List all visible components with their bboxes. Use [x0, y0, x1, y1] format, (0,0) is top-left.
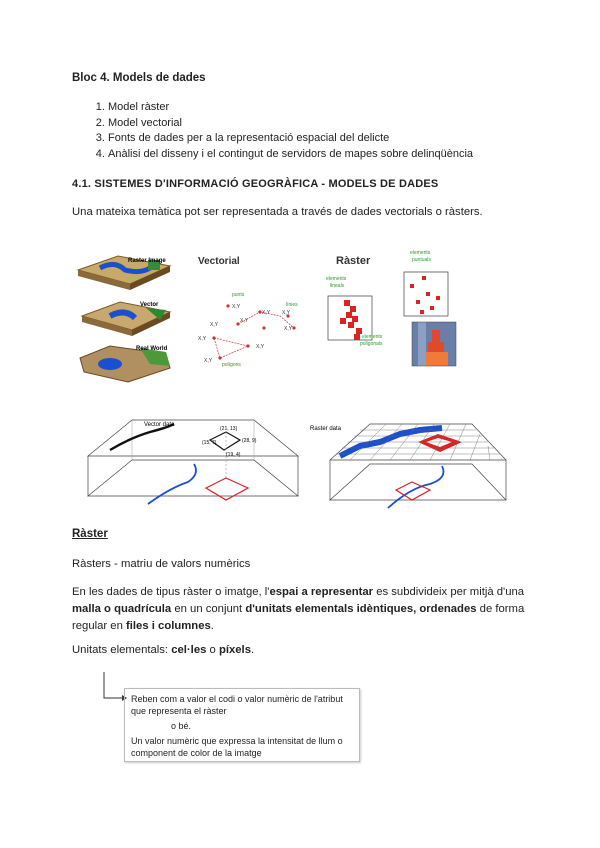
note-box [124, 688, 360, 762]
text-run: En les dades de tipus ràster o imatge, l' [72, 586, 270, 598]
gis-data-models-figure [70, 238, 510, 513]
bold-term: píxels [218, 644, 251, 656]
point-coord-label: (15, 7) [202, 440, 217, 446]
list-item: 1. Model ràster [108, 100, 473, 116]
raster-data-diagram [330, 424, 506, 508]
linear-elements-label: elements [326, 276, 347, 282]
text-run: o [206, 644, 219, 656]
note-line: Un valor numèric que expressa la intensitat de llum o component de color de la imatge [131, 736, 343, 758]
point-coord-label: (21, 13) [220, 426, 238, 432]
coord-label: X,Y [210, 322, 219, 328]
bold-term: d'unitats elementals idèntiques, ordenades [245, 603, 477, 615]
linear-elements-label: lineals [330, 283, 345, 289]
intro-paragraph: Una mateixa temàtica pot ser representada a través de dades vectorials o ràsters. [72, 206, 483, 218]
layer-stack-illustration [78, 256, 170, 382]
point-elements-label: puntuals [412, 257, 431, 263]
coord-label: X,Y [256, 344, 265, 350]
polygon-elements-label: elements [362, 334, 383, 340]
text-run: de forma regular en [72, 603, 525, 632]
coord-label: X,Y [284, 326, 293, 332]
raster-subtitle: Ràsters - matriu de valors numèrics [72, 558, 251, 570]
text-run: es subdivideix per mitjà d'una [373, 586, 525, 598]
list-item: 2. Model vectorial [108, 116, 473, 132]
layer-label: Real World [136, 346, 168, 352]
lines-label: línies [286, 302, 298, 308]
vectorial-title: Vectorial [198, 256, 240, 267]
section-heading: 4.1. SISTEMES D'INFORMACIÓ GEOGRÀFICA - MODELS DE DADES [72, 178, 439, 190]
point-elements-label: elements [410, 250, 431, 256]
bold-term: cel·les [171, 644, 207, 656]
elemental-units-paragraph [72, 642, 254, 659]
polygons-label: polígons [222, 362, 241, 368]
note-line: o bé. [171, 721, 192, 731]
raster-definition-paragraph [72, 584, 532, 635]
raster-data-label: Raster data [310, 426, 342, 432]
coord-label: X,Y [204, 358, 213, 364]
block-heading: Bloc 4. Models de dades [72, 72, 206, 84]
layer-label: Vector [140, 302, 159, 308]
text-run: en un conjunt [171, 603, 246, 615]
coord-label: X,Y [198, 336, 207, 342]
polygon-raster-grid [412, 322, 456, 366]
point-coord-label: (19, 4) [226, 452, 241, 458]
list-item: 3. Fonts de dades per a la representació espacial del delicte [108, 131, 473, 147]
coord-label: X,Y [240, 318, 249, 324]
topic-list [92, 100, 473, 162]
layer-label: Raster Image [128, 258, 166, 264]
coord-label: X,Y [232, 304, 241, 310]
text-run: . [250, 644, 255, 656]
raster-section-title: Ràster [72, 528, 108, 540]
points-label: punts [232, 292, 245, 298]
coord-label: X,Y [282, 310, 291, 316]
bold-term: malla o quadrícula [72, 603, 172, 615]
text-run: . [210, 620, 214, 632]
list-item: 4. Anàlisi del disseny i el contingut de servidors de mapes sobre delinqüència [108, 147, 473, 163]
vector-data-diagram [88, 420, 298, 504]
point-coord-label: (28, 9) [242, 438, 257, 444]
bold-term: espai a representar [269, 586, 374, 598]
bold-term: files i columnes [126, 620, 211, 632]
text-run: Unitats elementals: [72, 644, 172, 656]
note-line: Reben com a valor el codi o valor numèric de l'atribut que representa el ràster [131, 694, 343, 716]
raster-title: Ràster [336, 255, 371, 267]
polygon-elements-label: poligonals [360, 341, 383, 347]
coord-label: X,Y [262, 310, 271, 316]
vector-data-label: Vector data [144, 422, 175, 428]
